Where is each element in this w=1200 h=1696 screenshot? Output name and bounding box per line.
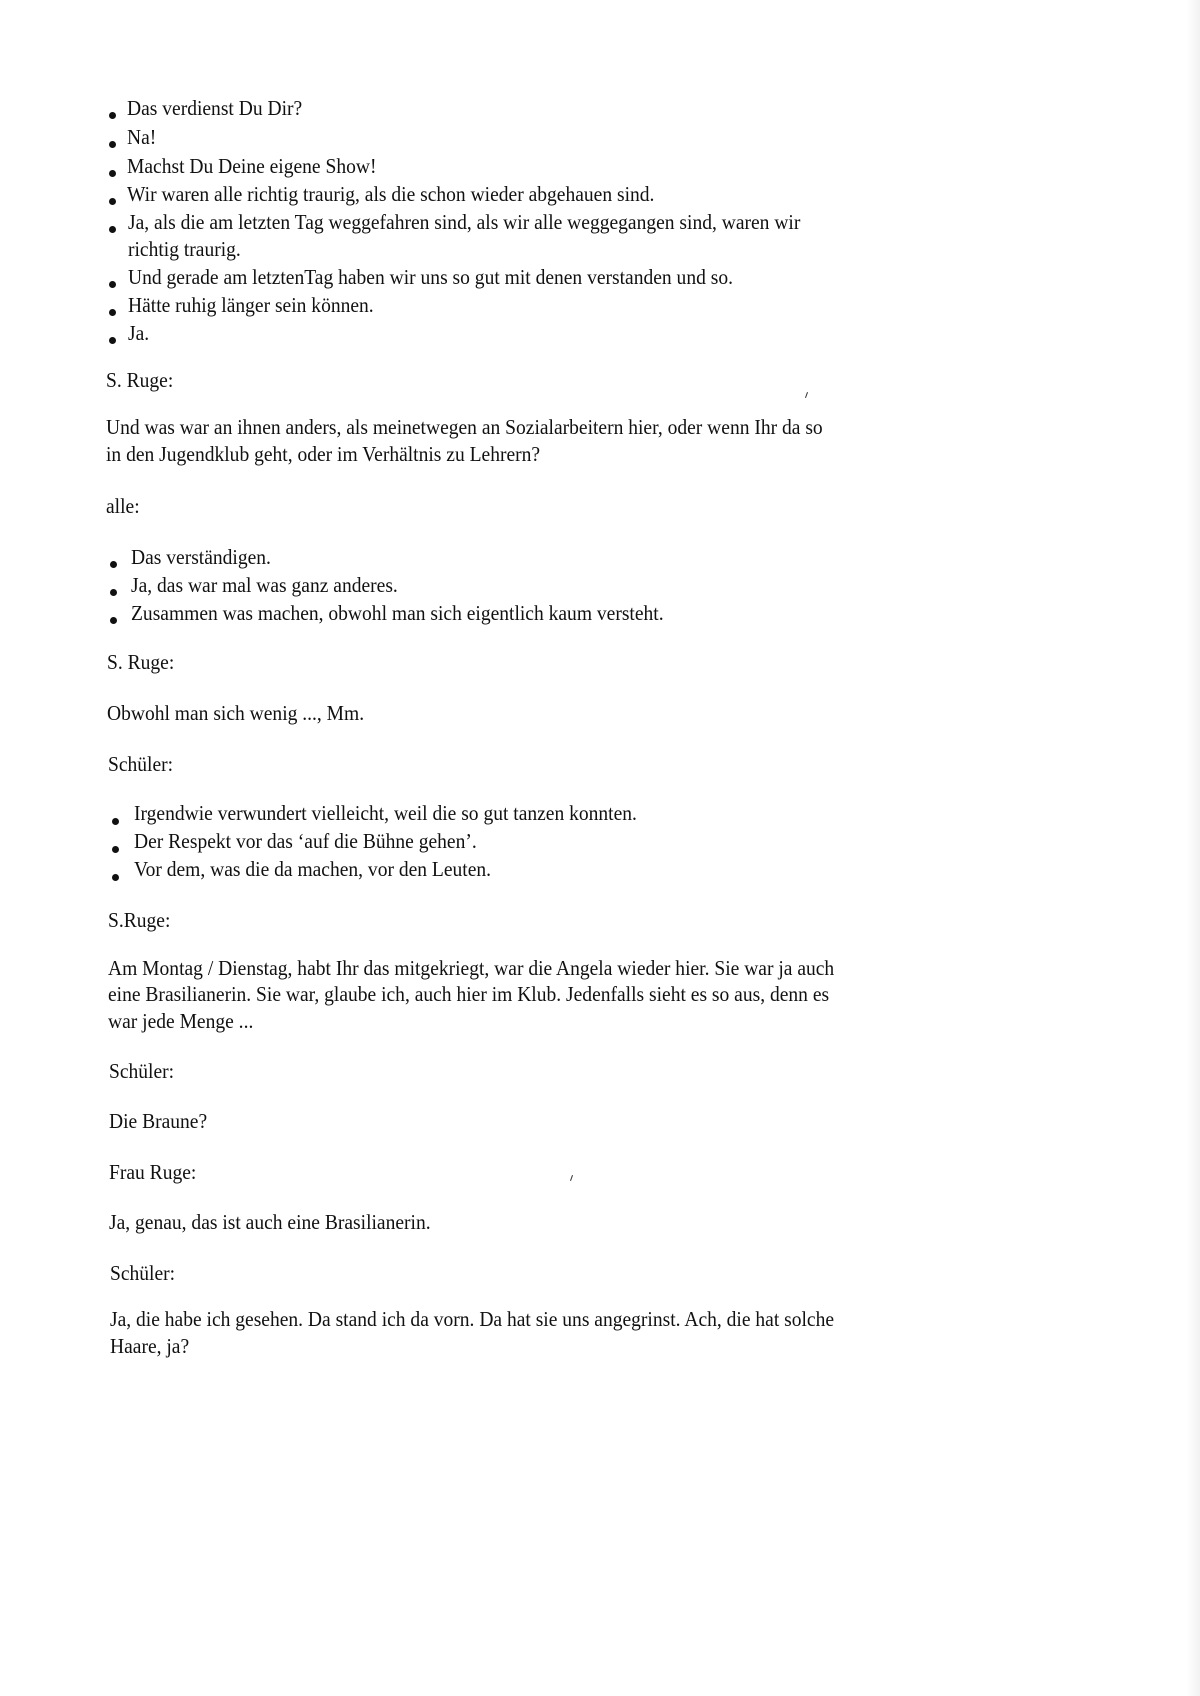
paragraph-line: Und was war an ihnen anders, als meinetwegen an Sozialarbeitern hier, oder wenn Ihr da so bbox=[106, 415, 823, 439]
bullet-icon bbox=[109, 170, 116, 177]
bullet-icon bbox=[112, 874, 119, 881]
list-item: Das verdienst Du Dir? bbox=[127, 96, 303, 120]
paragraph-line: war jede Menge ... bbox=[108, 1009, 254, 1033]
paragraph-line: Haare, ja? bbox=[110, 1334, 190, 1358]
list-item: Ja, das war mal was ganz anderes. bbox=[131, 573, 398, 597]
list-item: Und gerade am letztenTag haben wir uns so gut mit denen verstanden und so. bbox=[128, 265, 733, 289]
speaker-label: Schüler: bbox=[108, 752, 174, 776]
bullet-icon bbox=[109, 141, 116, 148]
list-item: Machst Du Deine eigene Show! bbox=[127, 154, 377, 178]
bullet-icon bbox=[109, 337, 116, 344]
speaker-label: Frau Ruge: bbox=[109, 1160, 197, 1184]
list-item: Hätte ruhig länger sein können. bbox=[128, 293, 374, 317]
list-item: Ja, als die am letzten Tag weggefahren sind, als wir alle weggegangen sind, waren wir bbox=[128, 210, 801, 234]
bullet-icon bbox=[109, 198, 116, 205]
list-item: Na! bbox=[127, 125, 157, 149]
bullet-icon bbox=[112, 818, 119, 825]
list-item: Wir waren alle richtig traurig, als die schon wieder abgehauen sind. bbox=[127, 182, 655, 206]
paragraph-line: Am Montag / Dienstag, habt Ihr das mitgekriegt, war die Angela wieder hier. Sie war ja auch bbox=[108, 956, 835, 980]
speaker-label: Schüler: bbox=[109, 1059, 175, 1083]
bullet-icon bbox=[110, 617, 117, 624]
speaker-label: S. Ruge: bbox=[106, 368, 174, 392]
speaker-label: Schüler: bbox=[110, 1261, 176, 1285]
bullet-icon bbox=[109, 226, 116, 233]
paragraph-line: Obwohl man sich wenig ..., Mm. bbox=[107, 701, 365, 725]
speaker-label: alle: bbox=[106, 494, 140, 518]
bullet-icon bbox=[109, 112, 116, 119]
paragraph-line: Die Braune? bbox=[109, 1109, 208, 1133]
list-item-continuation: richtig traurig. bbox=[128, 237, 241, 261]
paragraph-line: Ja, die habe ich gesehen. Da stand ich da vorn. Da hat sie uns angegrinst. Ach, die hat solche bbox=[110, 1307, 835, 1331]
list-item: Irgendwie verwundert vielleicht, weil die so gut tanzen konnten. bbox=[134, 801, 637, 825]
speaker-label: S.Ruge: bbox=[108, 908, 171, 932]
scan-speck bbox=[570, 1175, 573, 1181]
scan-edge-shadow bbox=[1186, 0, 1200, 1696]
scan-speck bbox=[805, 392, 808, 398]
bullet-icon bbox=[109, 281, 116, 288]
speaker-label: S. Ruge: bbox=[107, 650, 175, 674]
list-item: Ja. bbox=[128, 321, 150, 345]
list-item: Das verständigen. bbox=[131, 545, 271, 569]
paragraph-line: eine Brasilianerin. Sie war, glaube ich, auch hier im Klub. Jedenfalls sieht es so aus, denn es bbox=[108, 982, 830, 1006]
list-item: Vor dem, was die da machen, vor den Leuten. bbox=[134, 857, 492, 881]
bullet-icon bbox=[112, 846, 119, 853]
list-item: Der Respekt vor das ‘auf die Bühne gehen’. bbox=[134, 829, 477, 853]
bullet-icon bbox=[110, 589, 117, 596]
paragraph-line: in den Jugendklub geht, oder im Verhältnis zu Lehrern? bbox=[106, 442, 541, 466]
bullet-icon bbox=[110, 561, 117, 568]
list-item: Zusammen was machen, obwohl man sich eigentlich kaum versteht. bbox=[131, 601, 664, 625]
bullet-icon bbox=[109, 309, 116, 316]
paragraph-line: Ja, genau, das ist auch eine Brasilianerin. bbox=[109, 1210, 431, 1234]
